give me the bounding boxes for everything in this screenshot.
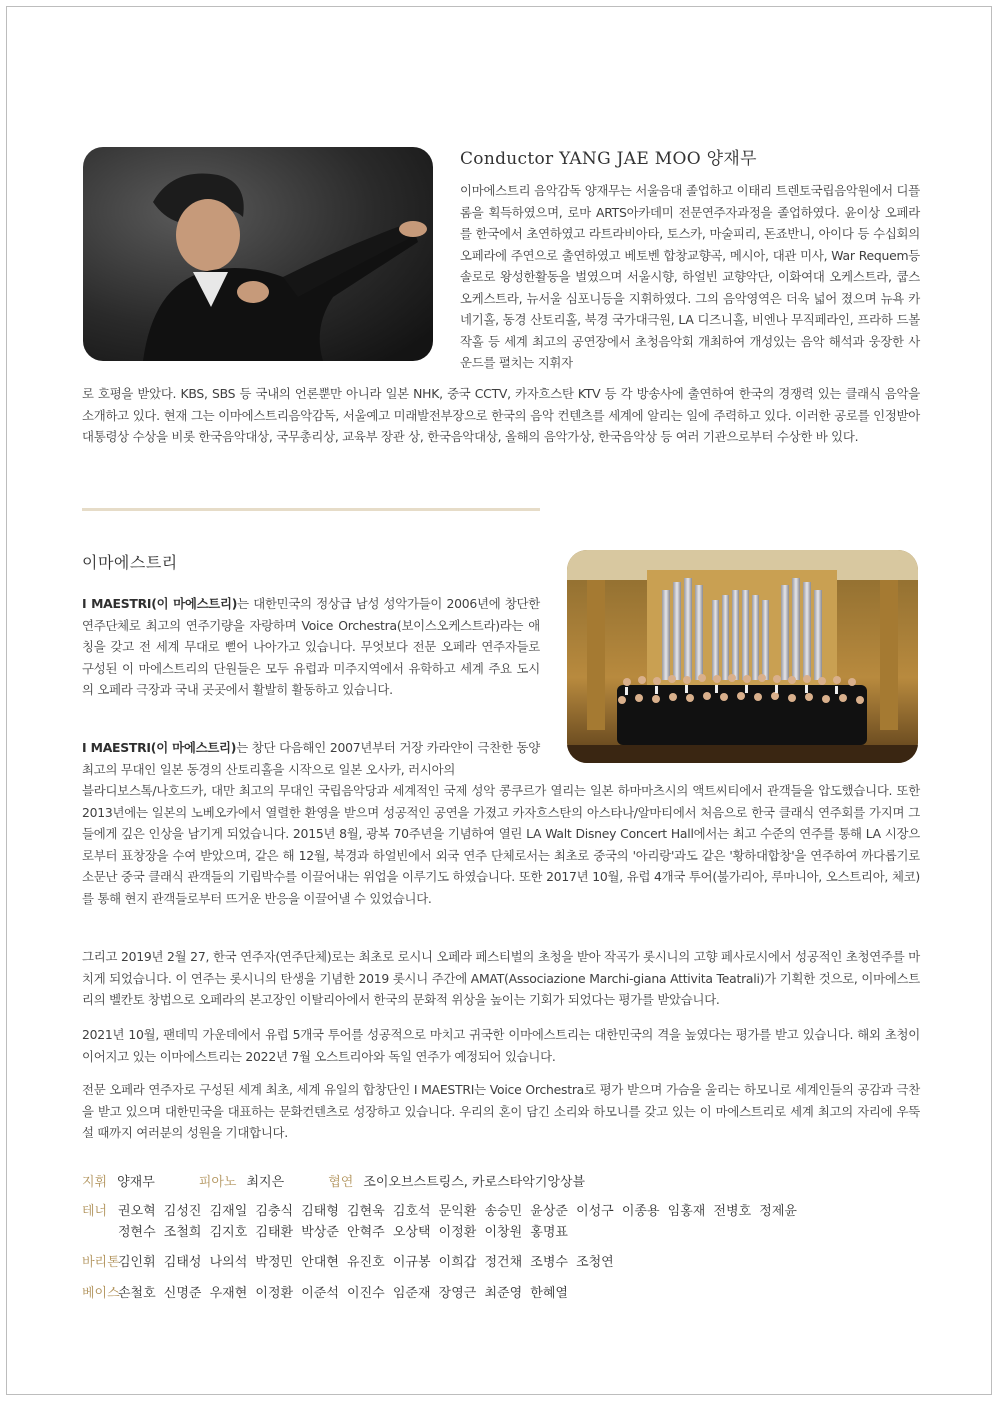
ensemble-paragraph-4: 2021년 10월, 팬데믹 가운데에서 유럽 5개국 투어를 성공적으로 마치고 귀국한 이마에스트리는 대한민국의 격을 높였다는 평가를 받고 있습니다. 해외 초청이 이어지고 있는 이마에스트리는 2022년 7월 오스트리아와 독일 연주가 예정되어 있습니다.	[82, 1027, 920, 1064]
roster-leaders	[82, 1171, 922, 1190]
conductor-bio-bottom: 로 호평을 받았다. KBS, SBS 등 국내의 언론뿐만 아니라 일본 NHK, 중국 CCTV, 카자흐스탄 KTV 등 각 방송사에 출연하여 한국의 경쟁력 있는 클래식 음악을 소개하고 있다. 현재 그는 이마에스트리음악감독, 서울예고 미래발전부장으로 한국의 음악 컨텐츠를 세계에 알리는 일에 주력하고 있다. 이러한 공로를 인정받아 대통령상 수상을 비롯 한국음악대상, 국무총리상, 교육부 장관 상, 한국음악대상, 올해의 음악가상, 한국음악상 등 여러 기관으로부터 수상한 바 있다.	[82, 386, 920, 444]
collab-label: 협연	[328, 1175, 354, 1190]
bass-label: 베이스	[82, 1286, 120, 1301]
conductor-title: Conductor YANG JAE MOO 양재무	[460, 149, 757, 169]
baritone-names: 김인휘 김태성 나의석 박정민 안대현 유진호 이규봉 이희갑 정건채 조병수 조청연	[118, 1255, 614, 1270]
ensemble-paragraph-3: 그리고 2019년 2월 27, 한국 연주자(연주단체)로는 최초로 로시니 오페라 페스티벌의 초청을 받아 작곡가 롯시니의 고향 페사로시에서 성공적인 초청연주를 마치게 되었습니다. 이 연주는 롯시니의 탄생을 기념한 2019 롯시니 주간에 AMAT(Associazione Marchi-giana Attivita Teatrali)가 기획한 것으로, 이마에스트리의 벨칸토 창법으로 오페라의 본고장인 이탈리아에서 한국의 문화적 위상을 높이는 기회가 되었다는 평가를 받았습니다.	[82, 949, 920, 1007]
paragraph-text: 는 창단 다음해인 2007년부터 거장 카라얀이 극찬한 동양 최고의 무대인 일본 동경의 산토리홀을 시작으로 일본 오사카, 러시아의	[82, 740, 540, 777]
ensemble-paragraph-2b: 블라디보스톡/나호드카, 대만 최고의 무대인 국립음악당과 세계적인 국제 성악 콩쿠르가 열리는 일본 하마마츠시의 액트씨티에서 관객들을 압도했습니다. 또한 2013년에는 일본의 노베오카에서 열렬한 환영을 받으며 성공적인 공연을 가졌고 카자흐스탄의 아스타나/알마티에서 처음으로 한국 클래식 연주회를 가지며 그들에게 깊은 인상을 남기게 되었습니다. 2015년 8월, 광복 70주년을 기념하여 열린 LA Walt Disney Concert Hall에서는 최고 수준의 연주를 통해 LA 시장으로부터 표창장을 수여 받았으며, 같은 해 12월, 북경과 하얼빈에서 외국 연주 단체로서는 최초로 중국의 '아리랑'과도 같은 '황하대합창'을 연주하여 까다롭기로 소문난 중국 클래식 관객들의 기립박수를 이끌어내는 위업을 이루기도 하였습니다. 또한 2017년 10월, 유럽 4개국 투어(불가리아, 루마니아, 오스트리아, 체코)를 통해 현지 관객들로부터 뜨거운 반응을 이끌어낼 수 있었습니다.	[82, 783, 920, 906]
conductor-name: 양재무	[117, 1175, 155, 1190]
piano-label: 피아노	[198, 1175, 237, 1190]
section-divider	[82, 508, 540, 511]
tenor-names	[118, 1201, 878, 1243]
baritone-label: 바리톤	[82, 1255, 120, 1270]
bass-names: 손철호 신명준 우재현 이정환 이준석 이진수 임준재 장영근 최준영 한혜열	[118, 1286, 568, 1301]
collab-name: 조이오브스트링스, 카로스타악기앙상블	[363, 1175, 586, 1190]
conductor-label: 지휘	[82, 1175, 108, 1190]
conductor-photo	[83, 147, 433, 361]
tenor-line-2: 정현수 조철희 김지호 김태환 박상준 안혁주 오상택 이정환 이창원 홍명표	[118, 1225, 568, 1240]
paragraph-text: 는 대한민국의 정상급 남성 성악가들이 2006년에 창단한 연주단체로 최고의 연주기량을 자랑하며 Voice Orchestra(보이스오케스트라)라는 애칭을 갖고 전 세계 무대로 뻗어 나아가고 있습니다. 무엇보다 전문 오페라 연주자들로 구성된 이 마에스트리의 단원들은 모두 유럽과 미주지역에서 유학하고 세계 주요 도시의 오페라 극장과 국내 곳곳에서 활발히 활동하고 있습니다.	[82, 596, 540, 697]
section-title: 이마에스트리	[82, 553, 178, 572]
tenor-label: 테너	[82, 1204, 108, 1219]
ensemble-name: I MAESTRI(이 마에스트리)	[82, 596, 238, 611]
tenor-line-1: 권오혁 김성진 김재일 김충식 김태형 김현욱 김호석 문익환 송승민 윤상준 이성구 이종용 임홍재 전병호 정제윤	[118, 1204, 797, 1219]
piano-name: 최지은	[246, 1175, 285, 1190]
ensemble-paragraph-5: 전문 오페라 연주자로 구성된 세계 최초, 세계 유일의 합창단인 I MAESTRI는 Voice Orchestra로 평가 받으며 가슴을 울리는 하모니로 세계인들의 공감과 극찬을 받고 있으며 대한민국을 대표하는 문화컨텐츠로 성장하고 있습니다. 우리의 혼이 담긴 소리와 하모니를 갖고 있는 이 마에스트리로 세계 최고의 자리에 우뚝 설 때까지 여러분의 성원을 기대합니다.	[82, 1082, 920, 1140]
choir-photo	[567, 550, 918, 763]
conductor-bio-top: 이마에스트리 음악감독 양재무는 서울음대 졸업하고 이태리 트렌토국립음악원에서 디플롬을 획득하였으며, 로마 ARTS아카데미 전문연주자과정을 졸업하였다. 윤이상 오페라를 한국에서 초연하였고 라트라비아타, 토스카, 마술피리, 돈죠반니, 아이다 등 수십회의 오페라에 주연으로 출연하였고 베토벤 합창교향곡, 메시아, 대관 미사, War Requem등 솔로로 왕성한활동을 벌였으며 서울시향, 하얼빈 교향악단, 이화여대 오케스트라, 쿱스오케스트라, 뉴서울 심포니등을 지휘하였다. 그의 음악영역은 더욱 넓어 졌으며 뉴욕 카네기홀, 동경 산토리홀, 북경 국가대극원, LA 디즈니홀, 비엔나 무직페라인, 프라하 드볼작홀 등 세계 최고의 공연장에서 초청음악회 개최하여 개성있는 음악 해석과 웅장한 사운드를 펼치는 지휘자	[460, 183, 920, 370]
ensemble-paragraph-1	[82, 593, 540, 701]
ensemble-paragraph-2a	[82, 737, 540, 780]
ensemble-name: I MAESTRI(이 마에스트리)	[82, 740, 237, 755]
